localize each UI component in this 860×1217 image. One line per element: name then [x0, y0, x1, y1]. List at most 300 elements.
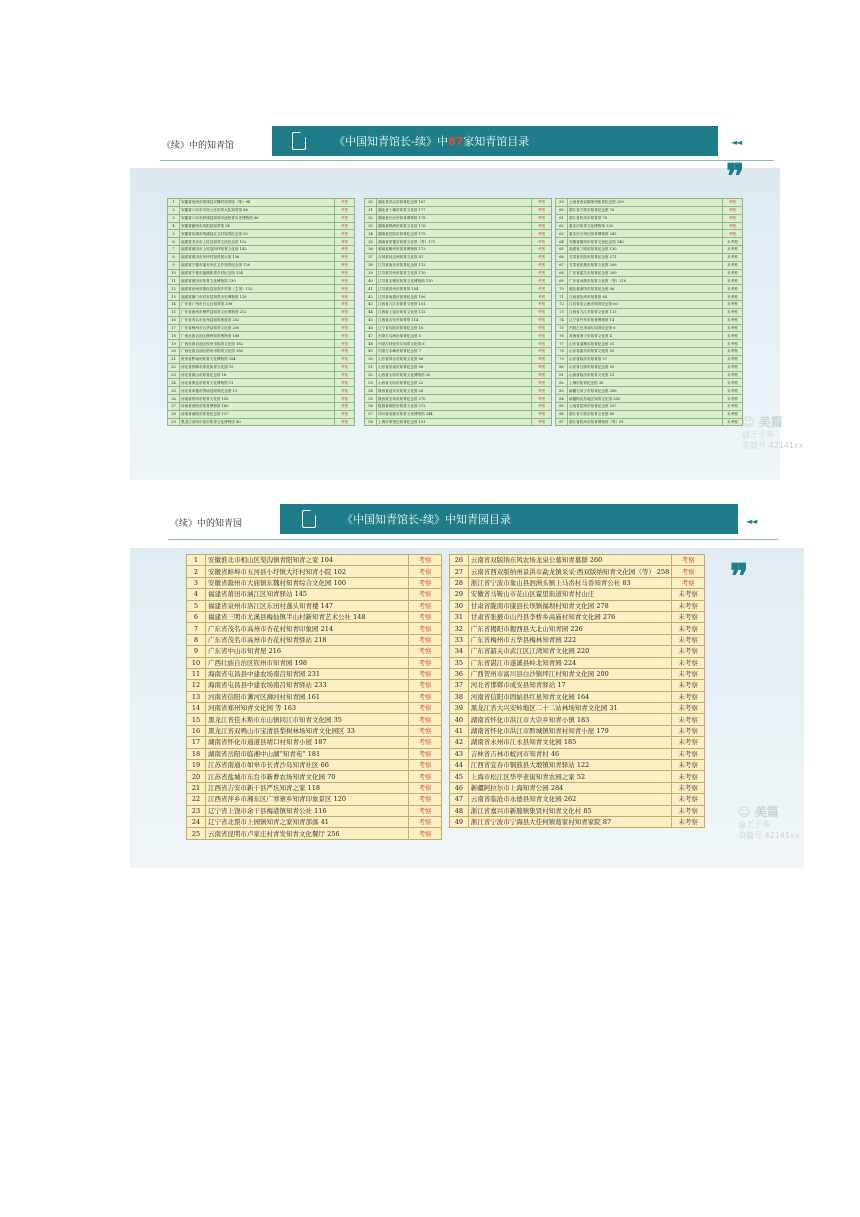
section2-banner-title: 《中国知青馆长-续》中知青园目录 [342, 513, 511, 526]
table-row [450, 782, 705, 793]
table-row [450, 748, 705, 759]
table-row [187, 760, 442, 771]
row-number: 27 [168, 402, 180, 410]
row-number: 4 [168, 222, 180, 230]
entry-name: 福建省龙岩市上杭县知青文化纪念馆 132 [180, 238, 335, 246]
row-number: 17 [187, 737, 206, 748]
status-cell: 考察 [532, 269, 552, 277]
status-cell: 考察 [335, 410, 355, 418]
table-row [365, 214, 552, 222]
entry-name: 江西省上饶市知青文化馆 112 [377, 308, 532, 316]
entry-name: 广东省揭阳市揭西县大北山知青园 226 [468, 623, 672, 634]
table-row [168, 308, 355, 316]
row-number: 25 [168, 387, 180, 395]
table-row [168, 332, 355, 340]
row-number: 10 [187, 657, 206, 668]
entry-name: 陕西省延安市知青文化园 26 [377, 387, 532, 395]
entry-name: 辽宁省北票市上园镇知青之家知青部落 41 [206, 816, 409, 827]
row-number: 42 [365, 293, 377, 301]
museum-table-col3 [555, 198, 743, 426]
row-number: 66 [556, 253, 568, 261]
table-row [187, 646, 442, 657]
entry-name: 江西省抚州市知青馆 64 [568, 293, 723, 301]
entry-name: 江西省宜春市铜鼓县大塅镇知青驿站 122 [468, 760, 672, 771]
status-cell: 未考察 [672, 816, 705, 827]
entry-name: 江西省吉安市新干县严坑知青之家 118 [206, 782, 409, 793]
table-row [450, 760, 705, 771]
table-row [450, 611, 705, 622]
row-number: 54 [365, 387, 377, 395]
table-row [556, 348, 743, 356]
row-number: 7 [187, 623, 206, 634]
table-row [168, 316, 355, 324]
row-number: 12 [168, 285, 180, 293]
status-cell: 未考察 [723, 355, 743, 363]
table-row [556, 293, 743, 301]
row-number: 30 [450, 600, 469, 611]
row-number: 1 [168, 199, 180, 207]
table-row [168, 238, 355, 246]
status-cell: 考察 [532, 316, 552, 324]
table-row [365, 308, 552, 316]
entry-name: 福建省三明市尤溪县梅仙镇半山村新知青艺术公社 148 [206, 611, 409, 622]
entry-name: 安徽省亳州市蒙城县东魏村知青馆（等）98 [180, 199, 335, 207]
table-row [168, 293, 355, 301]
entry-name: 河南省洛阳市知青博物馆 160 [180, 402, 335, 410]
status-cell: 考察 [723, 222, 743, 230]
row-number: 21 [187, 782, 206, 793]
section1-label: 《续》中的知青馆 [162, 141, 235, 151]
entry-name: 河北省邯郸市涉县知青文化园 15 [180, 363, 335, 371]
row-number: 32 [365, 214, 377, 222]
table-row [187, 714, 442, 725]
status-cell: 考察 [409, 782, 442, 793]
row-number: 27 [450, 566, 469, 577]
status-cell: 考察 [532, 222, 552, 230]
entry-name: 广西壮族自治区钦州市知青园 198 [206, 657, 409, 668]
entry-name: 广东省中山市知青屋 216 [206, 646, 409, 657]
row-number: 29 [168, 418, 180, 426]
status-cell: 考察 [409, 668, 442, 679]
status-cell: 考察 [335, 285, 355, 293]
row-number: 16 [187, 725, 206, 736]
entry-name: 山东省日照市知青纪念馆 59 [568, 363, 723, 371]
entry-name: 甘肃省张掖市山丹县李桥乡高庙村知青文化园 276 [468, 611, 672, 622]
status-cell: 未考察 [672, 748, 705, 759]
status-cell: 未考察 [723, 253, 743, 261]
table-row [168, 355, 355, 363]
table-row [365, 238, 552, 246]
status-cell: 考察 [672, 577, 705, 588]
status-cell: 考察 [532, 285, 552, 293]
table-row [556, 277, 743, 285]
table-row [365, 418, 552, 426]
table-row [365, 261, 552, 269]
table-row [168, 340, 355, 348]
row-number: 35 [450, 657, 469, 668]
entry-name: 安徽省滁州市知青文化纪念馆 146 [568, 238, 723, 246]
row-number: 48 [365, 340, 377, 348]
table-row [556, 199, 743, 207]
row-number: 60 [556, 206, 568, 214]
row-number: 8 [168, 253, 180, 261]
row-number: 76 [556, 332, 568, 340]
status-cell: 考察 [409, 680, 442, 691]
table-row [187, 748, 442, 759]
table-row [450, 714, 705, 725]
table-row [556, 206, 743, 214]
entry-name: 新疆阿克苏地区知青文化馆 282 [568, 395, 723, 403]
row-number: 48 [450, 805, 469, 816]
table-row [187, 657, 442, 668]
table-row [556, 340, 743, 348]
status-cell: 未考察 [672, 668, 705, 679]
table-row [556, 402, 743, 410]
row-number: 85 [556, 402, 568, 410]
table-row [168, 324, 355, 332]
document-icon [302, 510, 316, 528]
status-cell: 考察 [409, 805, 442, 816]
status-cell: 考察 [532, 308, 552, 316]
entry-name: 安徽淮北市相山区渠沟镇青阳知青之家 104 [206, 555, 409, 566]
entry-name: 内蒙古巴彦淖尔知青纪念馆 8 [568, 324, 723, 332]
entry-name: 陕西省咸阳市知青文化馆 272 [377, 402, 532, 410]
status-cell: 考察 [335, 230, 355, 238]
entry-name: 湖南省常德市知青文化馆（等）171 [377, 238, 532, 246]
entry-name: 广东省韶关市武江区江湾知青文化园 220 [468, 646, 672, 657]
table-row [450, 600, 705, 611]
entry-name: 湖南省岳阳市知青纪念馆 175 [377, 230, 532, 238]
status-cell: 考察 [532, 395, 552, 403]
status-cell: 考察 [335, 379, 355, 387]
table-row [187, 566, 442, 577]
table-row [365, 293, 552, 301]
row-number: 80 [556, 363, 568, 371]
row-number: 18 [187, 748, 206, 759]
entry-name: 广西壮族自治区梧州市知青文化馆 180 [180, 348, 335, 356]
status-cell: 考察 [335, 363, 355, 371]
table-row [168, 418, 355, 426]
row-number: 24 [187, 816, 206, 827]
row-number: 45 [450, 771, 469, 782]
status-cell: 考察 [532, 238, 552, 246]
row-number: 74 [556, 316, 568, 324]
row-number: 52 [365, 371, 377, 379]
row-number: 31 [365, 206, 377, 214]
status-cell: 考察 [335, 371, 355, 379]
section2-label: 《续》中的知青园 [170, 519, 243, 529]
status-cell: 考察 [409, 555, 442, 566]
entry-name: 上海市知青纪念馆 30 [568, 379, 723, 387]
status-cell: 考察 [409, 760, 442, 771]
row-number: 78 [556, 348, 568, 356]
entry-name: 福建省泉州市德化县知青乡村馆（主馆）132 [180, 285, 335, 293]
entry-name: 辽宁省丹东市知青博物馆 14 [568, 316, 723, 324]
row-number: 19 [187, 760, 206, 771]
row-number: 5 [168, 230, 180, 238]
table-row [365, 277, 552, 285]
table-row [365, 348, 552, 356]
row-number: 43 [365, 300, 377, 308]
table-row [556, 379, 743, 387]
table-row [187, 816, 442, 827]
table-row [365, 300, 552, 308]
row-number: 33 [365, 222, 377, 230]
table-row [556, 324, 743, 332]
table-row [556, 246, 743, 254]
row-number: 68 [556, 269, 568, 277]
status-cell: 考察 [532, 332, 552, 340]
status-cell: 考察 [532, 261, 552, 269]
entry-name: 河北省保定市知青文化博物馆 11 [180, 379, 335, 387]
table-row [187, 828, 442, 839]
status-cell: 考察 [532, 253, 552, 261]
entry-name: 江西省萍乡市湘东区广寒寨乡知青印象景区 120 [206, 794, 409, 805]
double-left-arrow-icon: ◄◄ [731, 138, 742, 147]
row-number: 45 [365, 316, 377, 324]
table-row [187, 703, 442, 714]
table-row [365, 230, 552, 238]
status-cell: 考察 [335, 308, 355, 316]
row-number: 8 [187, 634, 206, 645]
status-cell: 未考察 [723, 348, 743, 356]
status-cell: 考察 [723, 230, 743, 238]
table-row [365, 410, 552, 418]
table-row [187, 771, 442, 782]
status-cell: 考察 [532, 199, 552, 207]
status-cell: 未考察 [672, 703, 705, 714]
row-number: 13 [187, 691, 206, 702]
row-number: 19 [168, 340, 180, 348]
row-number: 5 [187, 600, 206, 611]
status-cell: 未考察 [672, 805, 705, 816]
row-number: 83 [556, 387, 568, 395]
status-cell: 考察 [335, 277, 355, 285]
status-cell: 考察 [723, 214, 743, 222]
status-cell: 考察 [335, 402, 355, 410]
table-row [556, 253, 743, 261]
row-number: 72 [556, 300, 568, 308]
row-number: 36 [450, 668, 469, 679]
status-cell: 考察 [409, 828, 442, 839]
entry-name: 海南省屯昌县中建农场南吕知青驿站 233 [206, 680, 409, 691]
status-cell: 未考察 [672, 771, 705, 782]
row-number: 73 [556, 308, 568, 316]
table-row [187, 805, 442, 816]
status-cell: 考察 [409, 589, 442, 600]
row-number: 44 [365, 308, 377, 316]
status-cell: 考察 [335, 238, 355, 246]
table-row [450, 816, 705, 827]
entry-name: 广东省河源市知青文化馆（等）210 [568, 277, 723, 285]
table-row [556, 387, 743, 395]
status-cell: 考察 [335, 395, 355, 403]
entry-name: 河南省南阳市知青纪念馆 157 [180, 410, 335, 418]
row-number: 46 [365, 324, 377, 332]
row-number: 75 [556, 324, 568, 332]
watermark: ☺ 美篇 @王子华 美篇号 42141xx [738, 804, 799, 842]
entry-name: 内蒙古呼伦贝尔知青文化园 6 [377, 340, 532, 348]
status-cell: 未考察 [723, 402, 743, 410]
row-number: 62 [556, 222, 568, 230]
row-number: 14 [187, 703, 206, 714]
status-cell: 未考察 [723, 261, 743, 269]
row-number: 70 [556, 285, 568, 293]
entry-name: 广东省广州市白云区知青馆 208 [180, 300, 335, 308]
status-cell: 考察 [409, 566, 442, 577]
row-number: 35 [365, 238, 377, 246]
status-cell: 考察 [335, 332, 355, 340]
status-cell: 考察 [532, 246, 552, 254]
row-number: 47 [365, 332, 377, 340]
table-row [187, 668, 442, 679]
entry-name: 江苏省苏州市知青文化馆 110 [377, 269, 532, 277]
row-number: 71 [556, 293, 568, 301]
row-number: 40 [365, 277, 377, 285]
row-number: 18 [168, 332, 180, 340]
table-row [168, 371, 355, 379]
status-cell: 考察 [672, 566, 705, 577]
table-row [168, 261, 355, 269]
table-row [168, 387, 355, 395]
status-cell: 考察 [532, 410, 552, 418]
row-number: 6 [168, 238, 180, 246]
table-row [168, 230, 355, 238]
status-cell: 未考察 [723, 379, 743, 387]
entry-name: 江西省吉安市知青馆 114 [377, 316, 532, 324]
entry-name: 河北省承德市围场县知青纪念馆 13 [180, 387, 335, 395]
row-number: 12 [187, 680, 206, 691]
entry-name: 广东省梅州市五华县知青文化馆 200 [180, 324, 335, 332]
entry-name: 浙江省杭州市知青博物馆（等）81 [568, 418, 723, 426]
section2-divider [168, 539, 778, 540]
entry-name: 安徽省六安市舒城县知青印迹知青历史博物馆 86 [180, 214, 335, 222]
section1-banner [272, 126, 718, 156]
row-number: 41 [450, 725, 469, 736]
entry-name: 江苏省南通市知青纪念馆 106 [377, 293, 532, 301]
table-row [450, 657, 705, 668]
row-number: 57 [365, 410, 377, 418]
section1-divider [160, 160, 774, 161]
entry-name: 安徽省蚌埠市五河县小圩镇大圩村知青小院 102 [206, 566, 409, 577]
entry-name: 山东省潍坊市知青文化馆 55 [568, 348, 723, 356]
status-cell: 考察 [532, 340, 552, 348]
row-number: 20 [187, 771, 206, 782]
table-row [168, 206, 355, 214]
entry-name: 青海省西宁市知青文化馆 4 [568, 332, 723, 340]
status-cell: 考察 [409, 691, 442, 702]
entry-name: 湖南省郴州市知青博物馆 173 [377, 246, 532, 254]
entry-name: 内蒙古赤峰市知青纪念馆 7 [377, 348, 532, 356]
table-row [450, 771, 705, 782]
table-row [365, 402, 552, 410]
status-cell: 考察 [409, 816, 442, 827]
watermark: ☺ 美篇 @王子华 美篇号 42141xx [742, 414, 803, 452]
entry-name: 福建省三明市知青纪念馆 130 [568, 246, 723, 254]
entry-name: 广西壮族自治区钦州市知青文化馆 182 [180, 340, 335, 348]
status-cell: 考察 [335, 355, 355, 363]
status-cell: 考察 [335, 246, 355, 254]
status-cell: 考察 [532, 418, 552, 426]
entry-name: 福建省厦门市同安县知青历史博物馆 128 [180, 293, 335, 301]
row-number: 33 [450, 634, 469, 645]
table-row [365, 332, 552, 340]
status-cell: 考察 [335, 222, 355, 230]
status-cell: 考察 [532, 402, 552, 410]
table-row [365, 395, 552, 403]
entry-name: 广东省茂名市高州市杏花村知青印象园 214 [206, 623, 409, 634]
entry-name: 新疆阿拉尔市上海知青公园 284 [468, 782, 672, 793]
table-row [187, 623, 442, 634]
entry-name: 云南省西双版纳州景洪市勐龙镇采采·西双版纳知青文化园（等） 258 [468, 566, 672, 577]
table-row [365, 253, 552, 261]
entry-name: 甘肃省庆阳市知青纪念馆 271 [568, 253, 723, 261]
entry-name: 上海市奉贤区知青纪念馆 151 [377, 418, 532, 426]
entry-name: 黑龙江省佳木斯市东山镇同江市知青文化园 35 [206, 714, 409, 725]
status-cell: 考察 [532, 371, 552, 379]
entry-name: 安徽省马鞍山市花山区霍里街道知青村山庄 [468, 589, 672, 600]
entry-name: 河南省信阳市固始县红星知青文化园 164 [468, 691, 672, 702]
table-row [168, 402, 355, 410]
row-number: 36 [365, 246, 377, 254]
row-number: 37 [365, 253, 377, 261]
table-row [365, 285, 552, 293]
status-cell: 考察 [532, 277, 552, 285]
table-row [365, 246, 552, 254]
row-number: 11 [168, 277, 180, 285]
table-row [450, 703, 705, 714]
table-row [365, 355, 552, 363]
entry-name: 广东省茂名市化州县知青展览馆 202 [180, 316, 335, 324]
section2-banner [280, 504, 738, 534]
status-cell: 考察 [409, 634, 442, 645]
status-cell: 考察 [409, 646, 442, 657]
status-cell: 考察 [409, 703, 442, 714]
entry-name: 福建省宁德市福鼎知青乡村纪念馆 134 [180, 269, 335, 277]
row-number: 21 [168, 355, 180, 363]
status-cell: 考察 [409, 748, 442, 759]
entry-name: 陕西省宝鸡市知青纪念馆 270 [377, 395, 532, 403]
status-cell: 考察 [532, 230, 552, 238]
status-cell: 考察 [409, 657, 442, 668]
entry-name: 福建省莆田市东坪村知青展示馆 136 [180, 253, 335, 261]
status-cell: 未考察 [672, 634, 705, 645]
row-number: 6 [187, 611, 206, 622]
status-cell: 考察 [532, 300, 552, 308]
status-cell: 未考察 [672, 794, 705, 805]
status-cell: 未考察 [672, 600, 705, 611]
status-cell: 未考察 [672, 646, 705, 657]
table-row [450, 680, 705, 691]
row-number: 47 [450, 794, 469, 805]
status-cell: 考察 [409, 714, 442, 725]
table-row [365, 222, 552, 230]
table-row [450, 623, 705, 634]
table-row [187, 794, 442, 805]
row-number: 22 [168, 363, 180, 371]
entry-name: 湖南省岳阳市临湘中山湖“知青苑” 181 [206, 748, 409, 759]
row-number: 61 [556, 214, 568, 222]
entry-name: 河南省郑州市知青文化馆 150 [180, 395, 335, 403]
table-row [556, 238, 743, 246]
status-cell: 未考察 [672, 725, 705, 736]
row-number: 28 [450, 577, 469, 588]
table-row [168, 300, 355, 308]
entry-name: 广西壮族自治区柳州知青博物馆 188 [180, 332, 335, 340]
row-number: 40 [450, 714, 469, 725]
entry-name: 吉林省延边州知青文化馆 41 [377, 253, 532, 261]
row-number: 2 [187, 566, 206, 577]
